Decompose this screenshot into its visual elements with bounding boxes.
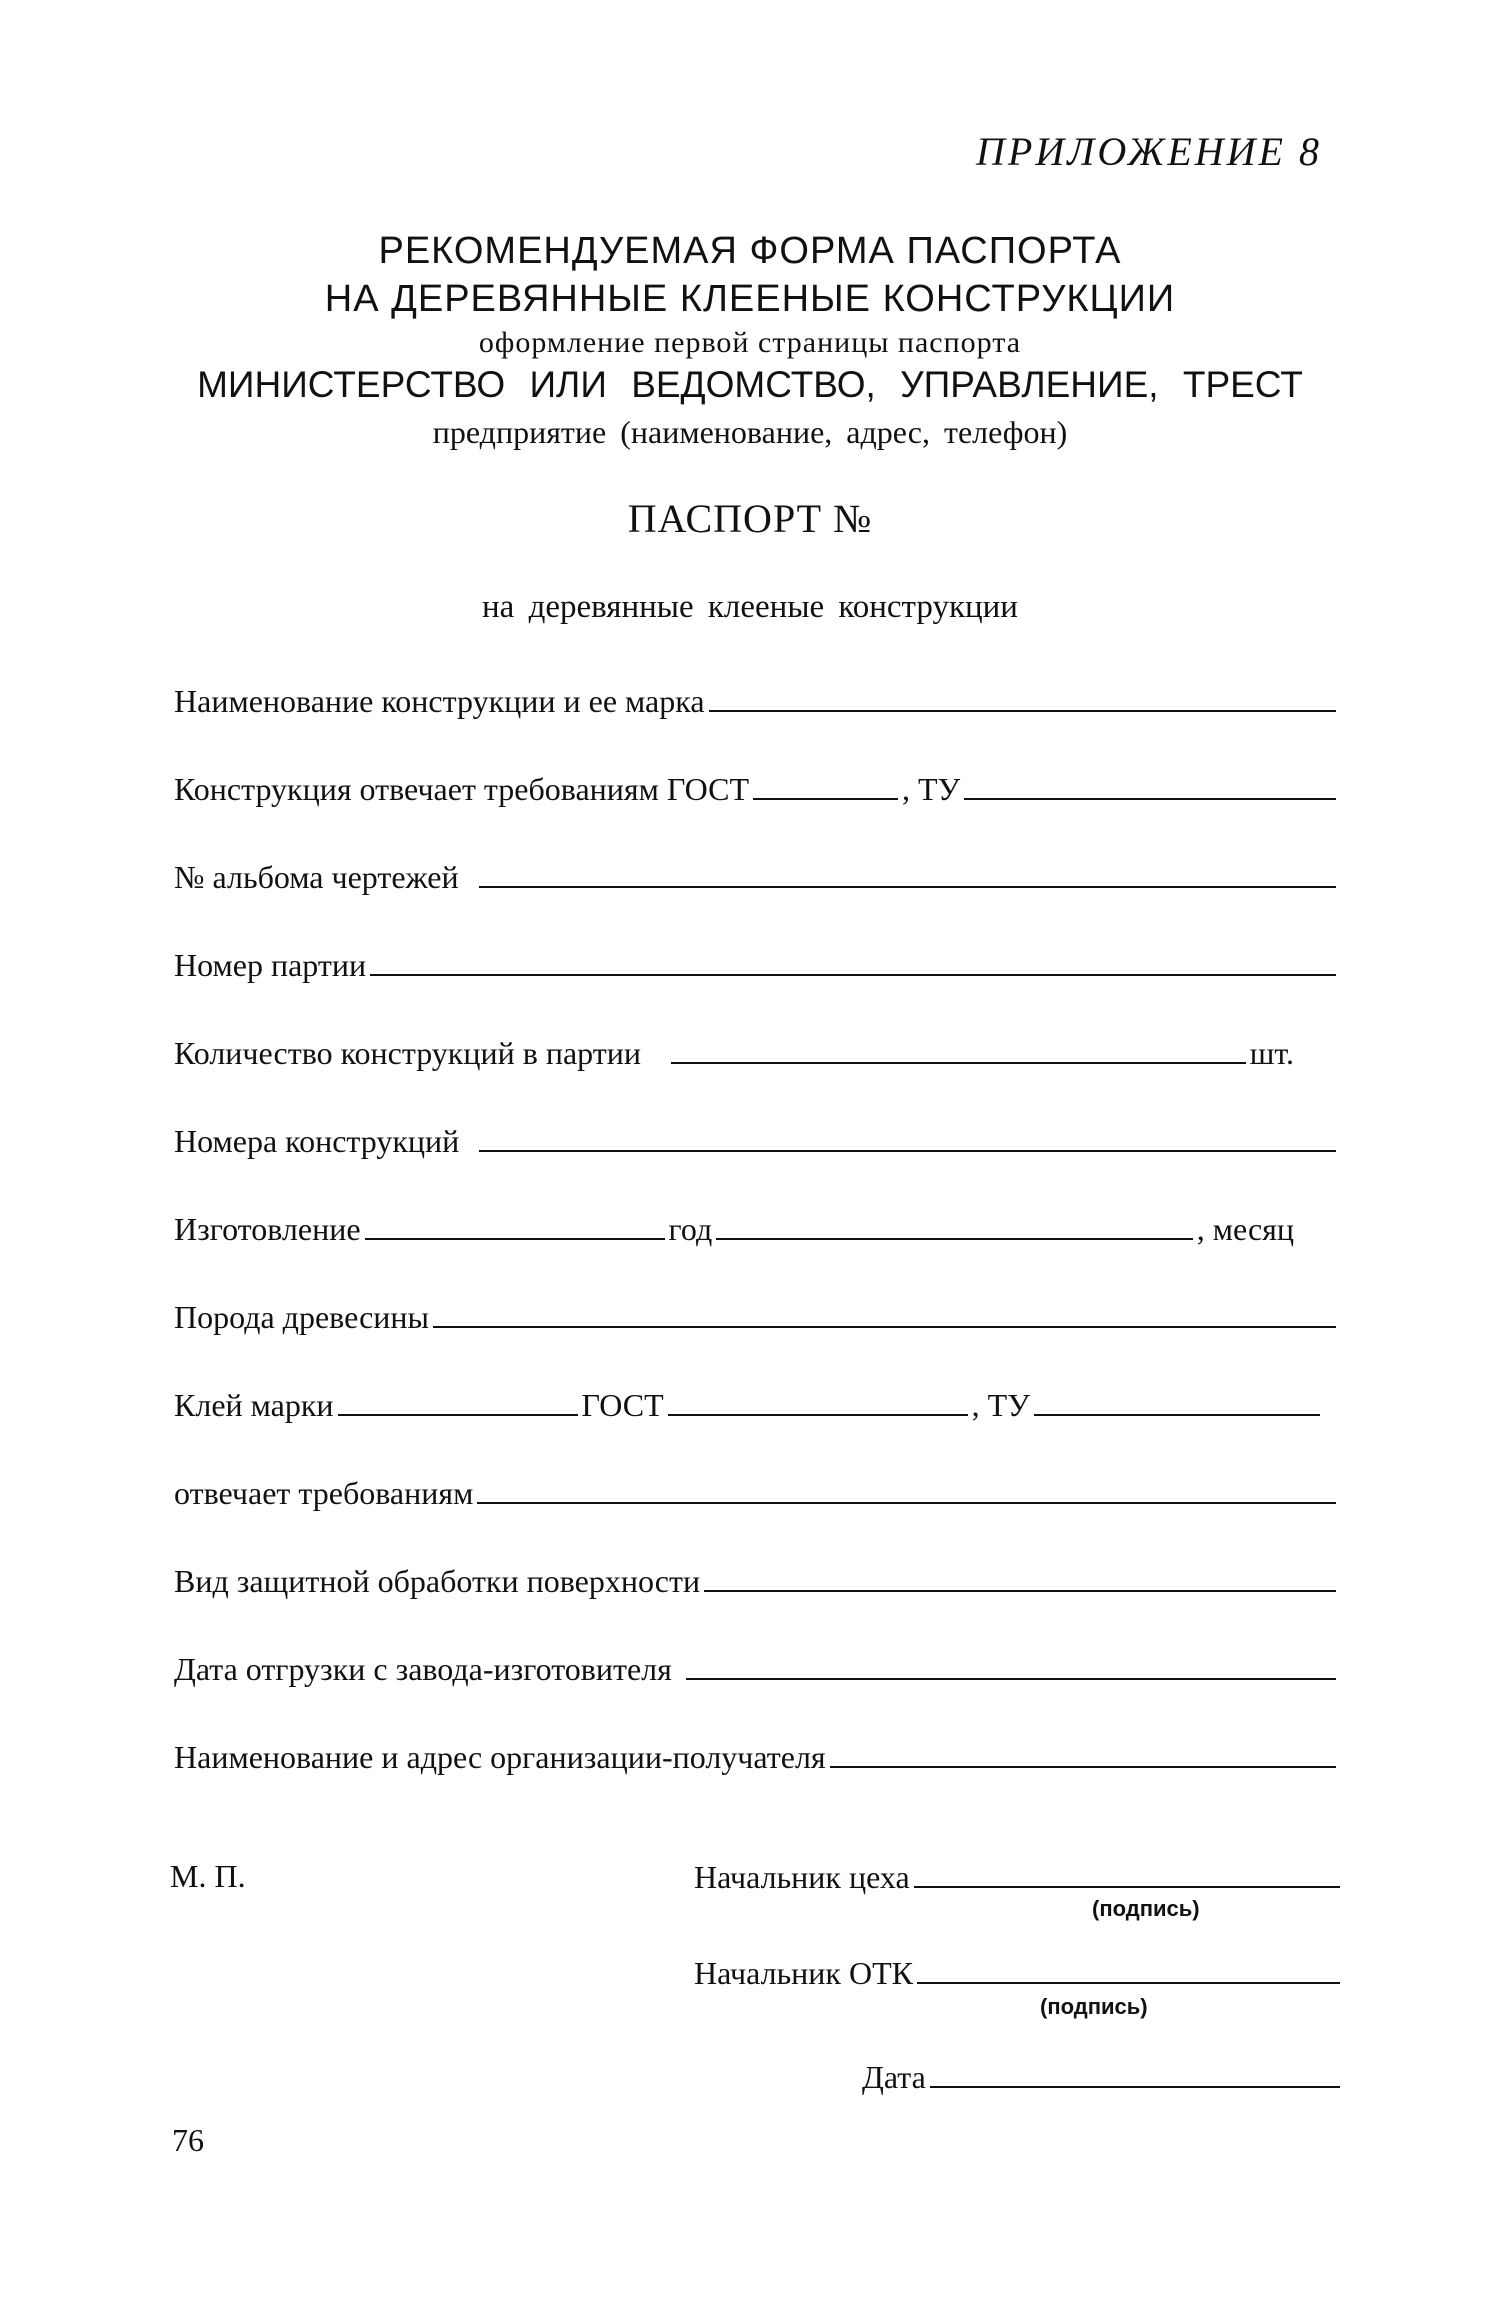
blank-line[interactable]: [338, 1386, 578, 1416]
field-label: Порода древесины: [174, 1299, 430, 1335]
field-label: № альбома чертежей: [174, 859, 459, 895]
page-number: 76: [172, 2122, 204, 2158]
date-line[interactable]: [930, 2058, 1340, 2088]
field-recipient: [174, 1738, 1340, 1788]
appendix-label: ПРИЛОЖЕНИЕ 8: [976, 129, 1322, 174]
form-title-line2: НА ДЕРЕВЯННЫЕ КЛЕЕНЫЕ КОНСТРУКЦИИ: [324, 278, 1176, 320]
field-manufacture: [174, 1210, 1294, 1260]
field-name-mark: [174, 682, 1340, 732]
field-batch: [174, 946, 1340, 996]
field-protection: [174, 1562, 1340, 1612]
enterprise-line: предприятие (наименование, адрес, телефон): [432, 414, 1068, 450]
blank-line[interactable]: [370, 946, 1336, 976]
field-quantity: [174, 1034, 1294, 1084]
signature-date: [862, 2058, 1340, 2096]
signature-caption: (подпись): [1092, 1896, 1200, 1921]
blank-line[interactable]: [671, 1034, 1246, 1064]
signature-line[interactable]: [914, 1858, 1340, 1888]
field-label: отвечает требованиям: [174, 1475, 474, 1511]
passport-subtitle: на деревянные клееные конструкции: [482, 589, 1018, 625]
blank-line[interactable]: [830, 1738, 1336, 1768]
field-label: Количество конструкций в партии: [174, 1035, 641, 1071]
date-label: Дата: [862, 2059, 926, 2095]
field-label: ГОСТ: [581, 1387, 664, 1423]
blank-line[interactable]: [1034, 1386, 1320, 1416]
signature-otk-head: [694, 1954, 1340, 1992]
blank-line[interactable]: [479, 858, 1336, 888]
signature-line[interactable]: [917, 1954, 1340, 1984]
field-meets: [174, 1474, 1340, 1524]
signature-label: Начальник ОТК: [694, 1955, 913, 1991]
unit-label: шт.: [1249, 1035, 1294, 1071]
blank-line[interactable]: [479, 1122, 1336, 1152]
field-label: , месяц: [1196, 1211, 1294, 1247]
blank-line[interactable]: [433, 1298, 1336, 1328]
field-album: [174, 858, 1340, 908]
field-label: Конструкция отвечает требованиям ГОСТ: [174, 771, 749, 807]
blank-line[interactable]: [477, 1474, 1336, 1504]
field-label: Номер партии: [174, 947, 367, 983]
field-label: Клей марки: [174, 1387, 334, 1423]
ministry-line: МИНИСТЕРСТВО ИЛИ ВЕДОМСТВО, УПРАВЛЕНИЕ, ТРЕСТ: [197, 364, 1303, 405]
field-label: Наименование конструкции и ее марка: [174, 683, 705, 719]
field-label: Изготовление: [174, 1211, 361, 1247]
field-label: Номера конструкций: [174, 1123, 460, 1159]
field-label: год: [668, 1211, 713, 1247]
field-numbers: [174, 1122, 1340, 1172]
field-ship-date: [174, 1650, 1340, 1700]
stamp-place-label: М. П.: [170, 1858, 246, 1894]
field-label: , ТУ: [971, 1387, 1030, 1423]
blank-line[interactable]: [704, 1562, 1336, 1592]
blank-line[interactable]: [964, 770, 1336, 800]
blank-line[interactable]: [716, 1210, 1192, 1240]
field-label: , ТУ: [901, 771, 961, 807]
blank-line[interactable]: [365, 1210, 665, 1240]
passport-title: ПАСПОРТ №: [627, 496, 873, 541]
field-glue: [174, 1386, 1324, 1436]
blank-line[interactable]: [753, 770, 898, 800]
field-label: Дата отгрузки с завода-изготовителя: [174, 1651, 672, 1687]
field-label: Наименование и адрес организации-получателя: [174, 1739, 826, 1775]
signature-shop-head: [694, 1858, 1340, 1896]
blank-line[interactable]: [709, 682, 1336, 712]
blank-line[interactable]: [686, 1650, 1336, 1680]
form-title-line1: РЕКОМЕНДУЕМАЯ ФОРМА ПАСПОРТА: [378, 230, 1122, 272]
signature-caption: (подпись): [1040, 1994, 1148, 2019]
field-wood: [174, 1298, 1340, 1348]
field-label: Вид защитной обработки поверхности: [174, 1563, 701, 1599]
page-layout-note: оформление первой страницы паспорта: [478, 326, 1022, 359]
signature-label: Начальник цеха: [694, 1859, 910, 1895]
field-gost: [174, 770, 1340, 820]
blank-line[interactable]: [668, 1386, 968, 1416]
